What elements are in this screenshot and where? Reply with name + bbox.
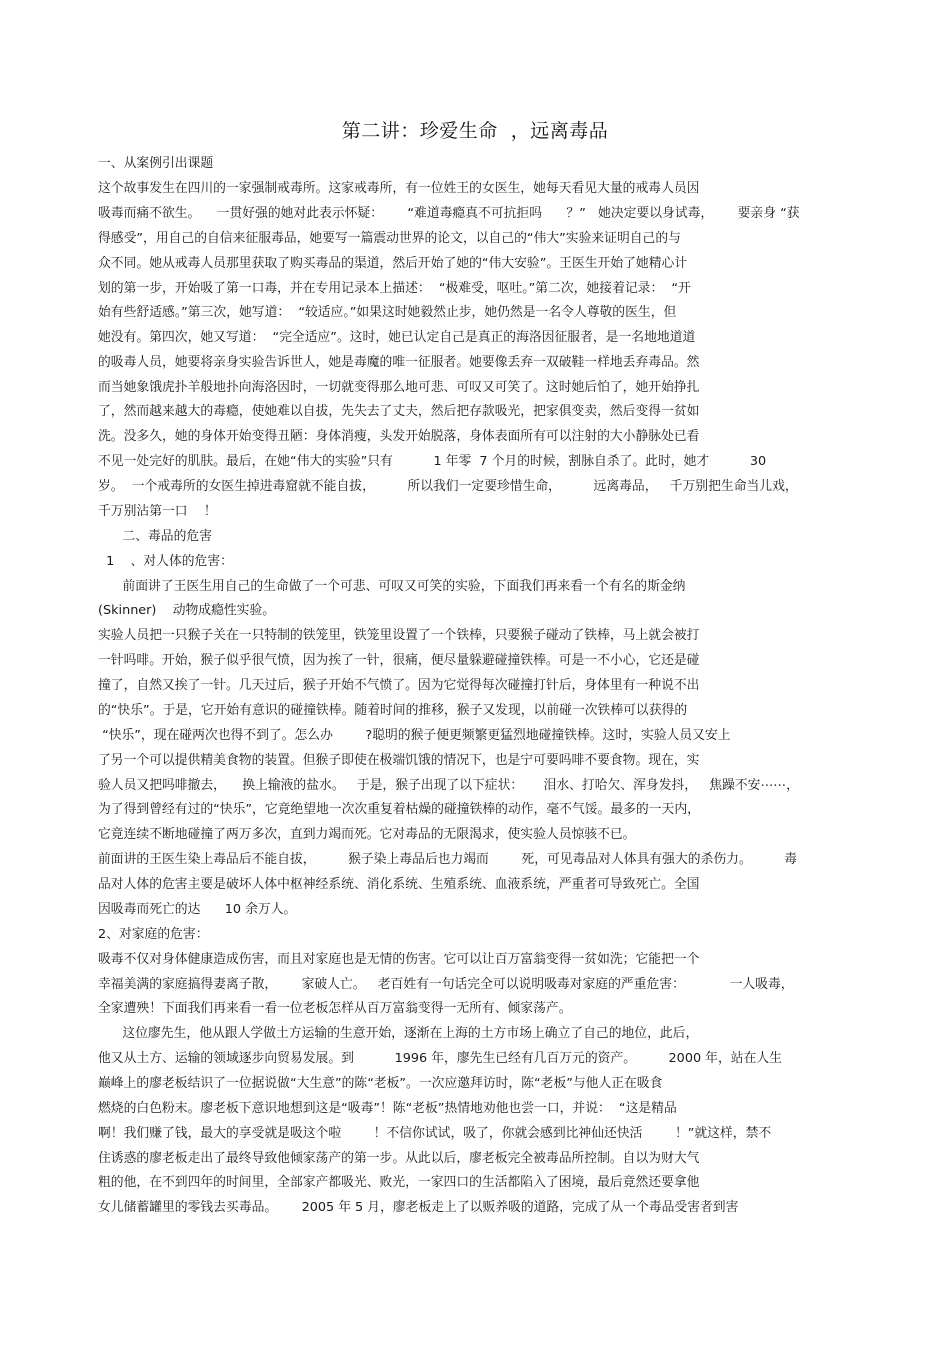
text-line: 前面讲了王医生用自己的生命做了一个可悲、可叹又可笑的实验，下面我们再来看一个有名的斯金纳 (98, 579, 686, 594)
text-line: 全家遭殃！下面我们再来看一看一位老板怎样从百万富翁变得一无所有、倾家荡产。 (98, 1001, 572, 1016)
text-line: 了，然而越来越大的毒瘾，使她难以自拔，先失去了丈夫，然后把存款吸光，把家俱变卖，然后变得一贫如 (98, 404, 700, 419)
text-line: 千万别沾第一口 ！ (98, 504, 217, 519)
text-line: 的吸毒人员，她要将亲身实验告诉世人，她是毒魔的唯一征服者。她要像丢弃一双破鞋一样地丢弃毒品。然 (98, 355, 700, 370)
section-heading: 二、毒品的危害 (98, 529, 212, 544)
text-line: 这个故事发生在四川的一家强制戒毒所。这家戒毒所，有一位姓王的女医生，她每天看见大量的戒毒人员因 (98, 181, 700, 196)
text-line: 验人员又把吗啡撤去， 换上输液的盐水。 于是，猴子出现了以下症状： 泪水、打哈欠、浑身发抖， 焦躁不安⋯⋯， (98, 778, 799, 793)
text-line: 吸毒而痛不欲生。 一贯好强的她对此表示怀疑： “难道毒瘾真不可抗拒吗 ？” 她决定要以身试毒， 要亲身 “获 (98, 206, 800, 221)
text-line: 它竟连续不断地碰撞了两万多次，直到力竭而死。它对毒品的无限渴求，使实验人员惊骇不已。 (98, 827, 636, 842)
text-line: 始有些舒适感。”第三次，她写道： “较适应。”如果这时她毅然止步，她仍然是一名令人尊敬的医生，但 (98, 305, 677, 320)
text-line: 一针吗啡。开始，猴子似乎很气愤，因为挨了一针，很痛，便尽量躲避碰撞铁棒。可是一不小心，它还是碰 (98, 653, 700, 668)
page-title: 第二讲：珍爱生命 ，远离毒品 (341, 120, 609, 142)
text-line: 她没有。第四次，她又写道： “完全适应”。这时，她已认定自己是真正的海洛因征服者，是一名地地道道 (98, 330, 696, 345)
text-line: 洗。没多久，她的身体开始变得丑陋：身体消瘦，头发开始脱落，身体表面所有可以注射的大小静脉处已看 (98, 429, 700, 444)
text-line: 为了得到曾经有过的“快乐”，它竟绝望地一次次重复着枯燥的碰撞铁棒的动作，毫不气馁。最多的一天内， (98, 802, 700, 817)
text-line: 住诱惑的廖老板走出了最终导致他倾家荡产的第一步。从此以后，廖老板完全被毒品所控制。自以为财大气 (98, 1151, 700, 1166)
text-line: 燃烧的白色粉末。廖老板下意识地想到这是“吸毒”！陈“老板”热情地劝他也尝一口，并说： “这是精品 (98, 1101, 677, 1116)
text-line: 巅峰上的廖老板结识了一位据说做“大生意”的陈“老板”。一次应邀拜访时，陈“老板”与他人正在吸食 (98, 1076, 663, 1091)
text-line: 了另一个可以提供精美食物的装置。但猴子即使在极端饥饿的情况下，也是宁可要吗啡不要食物。现在，实 (98, 753, 700, 768)
text-line: 撞了，自然又挨了一针。几天过后，猴子开始不气愤了。因为它觉得每次碰撞打针后，身体里有一种说不出 (98, 678, 700, 693)
text-line: 女儿储蓄罐里的零钱去买毒品。 2005 年 5 月，廖老板走上了以贩养吸的道路，完成了从一个毒品受害者到害 (98, 1200, 739, 1215)
text-line: 岁。 一个戒毒所的女医生掉进毒窟就不能自拔， 所以我们一定要珍惜生命， 远离毒品， 千万别把生命当儿戏， (98, 479, 798, 494)
text-line: 啊！我们赚了钱，最大的享受就是吸这个啦 ！不信你试试，吸了，你就会感到比神仙还快活 ！”就这样，禁不 (98, 1126, 772, 1141)
subsection-heading: 2、对家庭的危害： (98, 927, 209, 942)
text-line: 粗的他，在不到四年的时间里，全部家产都吸光、败光，一家四口的生活都陷入了困境，最后竟然还要拿他 (98, 1175, 700, 1190)
text-line: 前面讲的王医生染上毒品后不能自拔， 猴子染上毒品后也力竭而 死，可见毒品对人体具有强大的杀伤力。 毒 (98, 852, 798, 867)
text-line: 众不同。她从戒毒人员那里获取了购买毒品的渠道，然后开始了她的“伟大安验”。王医生开始了她精心计 (98, 256, 688, 271)
text-line: 不见一处完好的肌肤。最后，在她“伟大的实验”只有 1 年零 7 个月的时候，割脉自杀了。此时，她才 30 (98, 454, 767, 469)
text-line: 吸毒不仅对身体健康造成伤害，而且对家庭也是无情的伤害。它可以让百万富翁变得一贫如洗；它能把一个 (98, 952, 700, 967)
text-line: 他又从土方、运输的领域逐步向贸易发展。到 1996 年，廖先生已经有几百万元的资产。 2000 年，站在人生 (98, 1051, 782, 1066)
text-line: 而当她象饿虎扑羊般地扑向海洛因时，一切就变得那么地可悲、可叹又可笑了。这时她后怕了，她开始挣扎 (98, 380, 700, 395)
text-line: 的“快乐”。于是，它开始有意识的碰撞铁棒。随着时间的推移，猴子又发现，以前碰一次铁棒可以获得的 (98, 703, 688, 718)
text-line: “快乐”，现在碰两次也得不到了。怎么办 ?聪明的猴子便更频繁更猛烈地碰撞铁棒。这时，实验人员又安上 (98, 728, 731, 743)
text-line: 这位廖先生，他从跟人学做土方运输的生意开始，逐渐在上海的土方市场上确立了自己的地位，此后， (98, 1026, 699, 1041)
text-line: (Skinner) 动物成瘾性实验。 (98, 603, 276, 618)
text-line: 幸福美满的家庭搞得妻离子散， 家破人亡。 老百姓有一句话完全可以说明吸毒对家庭的严重危害： 一人吸毒， (98, 977, 794, 992)
text-line: 得感受”，用自己的自信来征服毒品，她要写一篇震动世界的论文，以自己的“伟大”实验来证明自己的与 (98, 231, 681, 246)
text-line: 划的第一步，开始吸了第一口毒，并在专用记录本上描述： “极难受，呕吐。”第二次，她接着记录： “开 (98, 281, 691, 296)
subsection-heading: 1 、对人体的危害： (98, 554, 233, 569)
section-heading: 一、从案例引出课题 (98, 156, 214, 171)
text-line: 因吸毒而死亡的达 10 余万人。 (98, 902, 297, 917)
text-line: 实验人员把一只猴子关在一只特制的铁笼里，铁笼里设置了一个铁棒，只要猴子碰动了铁棒，马上就会被打 (98, 628, 700, 643)
text-line: 品对人体的危害主要是破坏人体中枢神经系统、消化系统、生殖系统、血液系统，严重者可导致死亡。全国 (98, 877, 700, 892)
